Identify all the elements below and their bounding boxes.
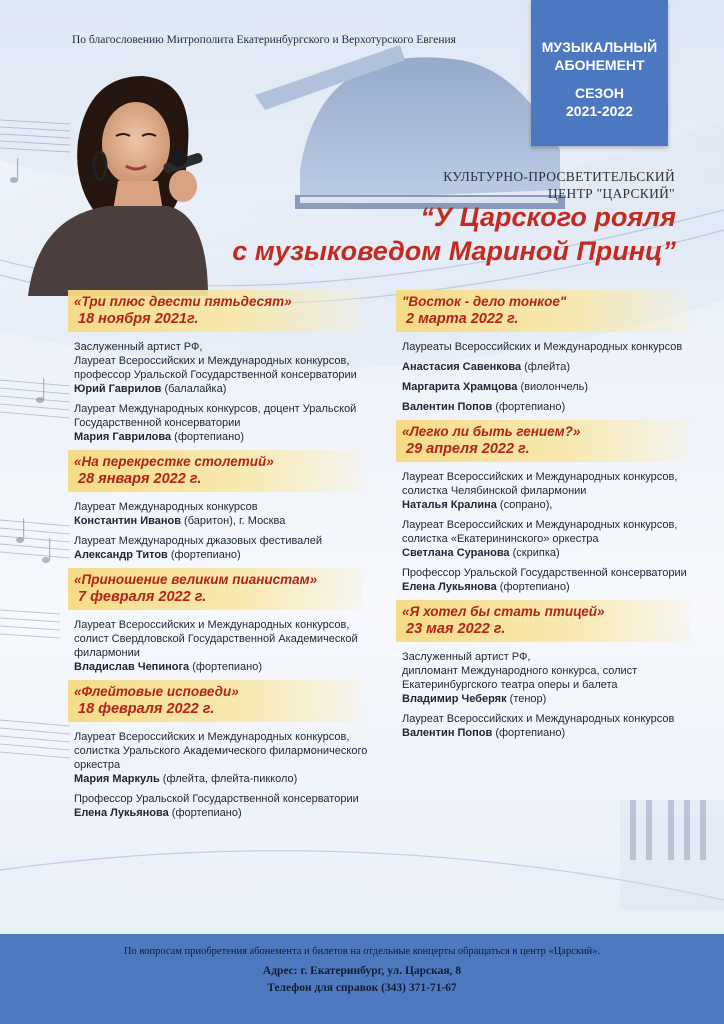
concert-title: «Приношение великим пианистам»	[74, 572, 318, 587]
performer-line	[402, 498, 696, 512]
performer-name: Елена Лукьянова	[74, 807, 169, 819]
concert-date: 23 мая 2022 г.	[406, 621, 506, 637]
performer-instrument: (флейта, флейта-пикколо)	[159, 773, 298, 785]
program-title-line-1: “У Царского рояля	[420, 202, 676, 232]
performer-instrument: (скрипка)	[509, 547, 560, 559]
footer-address: Адрес: г. Екатеринбург, ул. Царская, 8	[262, 965, 462, 977]
performer-block	[402, 400, 696, 414]
performer-instrument: (фортепиано)	[167, 549, 241, 561]
footer-ticket-info: По вопросам приобретения абонемента и билетов на отдельные концерты обращаться в центр «Царский».	[123, 946, 601, 957]
performer-block	[74, 792, 368, 820]
performer-name: Александр Титов	[74, 549, 168, 561]
concert-title: "Восток - дело тонкое"	[402, 294, 567, 309]
concert-entry	[68, 568, 368, 674]
performer-line	[402, 400, 696, 414]
concert-header	[396, 290, 690, 332]
performer-instrument: (фортепиано)	[189, 661, 263, 673]
concert-date: 2 марта 2022 г.	[406, 311, 519, 327]
performer-instrument: (сопрано),	[496, 499, 553, 511]
performer-block	[402, 360, 696, 374]
performer-description: Заслуженный артист РФ, дипломант Международного конкурса, солист Екатеринбургского театра оперы и балета	[402, 651, 638, 691]
performer-name: Валентин Попов	[402, 401, 493, 413]
performer-line	[402, 726, 696, 740]
performer-description: Лауреат Всероссийских и Международных конкурсов, солист Свердловской Государственной Академической филармонии	[74, 619, 358, 659]
performer-line	[402, 380, 696, 394]
center-name-line-2: ЦЕНТР "ЦАРСКИЙ"	[547, 186, 675, 201]
concert-header	[396, 420, 690, 462]
piano-keys-decor	[620, 800, 724, 910]
performer-name: Валентин Попов	[402, 727, 493, 739]
performer-block	[402, 518, 696, 560]
performer-instrument: (флейта)	[521, 361, 570, 373]
performer-description: Лауреаты Всероссийских и Международных конкурсов	[402, 341, 683, 353]
performer-line	[402, 360, 696, 374]
performer-name: Маргарита Храмцова	[402, 381, 518, 393]
singer-photo	[18, 66, 208, 296]
concert-column-left	[68, 290, 368, 826]
performer-name: Светлана Суранова	[402, 547, 510, 559]
concert-date: 7 февраля 2022 г.	[78, 589, 207, 605]
performer-block	[402, 712, 696, 740]
performer-block	[74, 340, 368, 396]
concert-header	[68, 450, 362, 492]
performer-line	[74, 806, 368, 820]
cultural-center-name	[360, 168, 675, 202]
season-subscription-badge	[531, 0, 668, 146]
performer-description: Профессор Уральской Государственной консерватории	[402, 567, 687, 579]
concert-entry	[396, 290, 696, 414]
performer-name: Мария Гаврилова	[74, 431, 172, 443]
performer-block	[74, 500, 368, 528]
concert-date: 29 апреля 2022 г.	[406, 441, 530, 457]
performer-description: Лауреат Всероссийских и Международных конкурсов, солистка Уральского Академического филармонического оркестра	[74, 731, 368, 771]
performer-line	[74, 430, 368, 444]
performer-description: Заслуженный артист РФ, Лауреат Всероссийских и Международных конкурсов, профессор Уральской Государственной консерватории	[74, 341, 357, 381]
performer-line	[74, 548, 368, 562]
concert-entry	[396, 600, 696, 740]
performer-line	[402, 580, 696, 594]
performer-description: Лауреат Всероссийских и Международных конкурсов, солистка «Екатерининского» оркестра	[402, 519, 678, 545]
concert-date: 18 февраля 2022 г.	[78, 701, 215, 717]
concert-title: «Флейтовые исповеди»	[74, 684, 239, 699]
performer-line	[74, 660, 368, 674]
performer-name: Владислав Чепинога	[74, 661, 190, 673]
performer-block	[402, 470, 696, 512]
concert-column-right	[396, 290, 696, 746]
performer-name: Наталья Кралина	[402, 499, 497, 511]
performer-instrument: (тенор)	[506, 693, 547, 705]
performer-description: Лауреат Международных конкурсов	[74, 501, 258, 513]
program-title	[190, 200, 676, 268]
performer-name: Владимир Чеберяк	[402, 693, 507, 705]
performer-block	[402, 340, 696, 354]
badge-line-3: СЕЗОН	[574, 85, 625, 101]
concert-entry	[68, 680, 368, 820]
concert-entry	[68, 290, 368, 444]
concert-title: «Я хотел бы стать птицей»	[402, 604, 605, 619]
performer-description: Профессор Уральской Государственной консерватории	[74, 793, 359, 805]
concert-title: «На перекрестке столетий»	[74, 454, 274, 469]
concert-title: «Три плюс двести пятьдесят»	[74, 294, 292, 309]
performer-instrument: (виолончель)	[517, 381, 589, 393]
footer-contact	[0, 934, 724, 1024]
performer-description: Лауреат Международных джазовых фестивалей	[74, 535, 322, 547]
performer-instrument: (фортепиано)	[492, 727, 566, 739]
program-title-line-2: с музыковедом Мариной Принц”	[232, 236, 676, 266]
concert-header	[396, 600, 690, 642]
performer-block	[402, 380, 696, 394]
performer-block	[74, 534, 368, 562]
performer-description: Лауреат Всероссийских и Международных конкурсов, солистка Челябинской филармонии	[402, 471, 678, 497]
performer-instrument: (баритон), г. Москва	[180, 515, 286, 527]
performer-instrument: (фортепиано)	[168, 807, 242, 819]
badge-line-2: АБОНЕМЕНТ	[554, 57, 645, 73]
performer-name: Мария Маркуль	[74, 773, 160, 785]
concert-title: «Легко ли быть гением?»	[402, 424, 581, 439]
performer-block	[402, 650, 696, 706]
performer-line	[74, 772, 368, 786]
center-name-line-1: КУЛЬТУРНО-ПРОСВЕТИТЕЛЬСКИЙ	[443, 169, 675, 184]
performer-name: Юрий Гаврилов	[74, 383, 162, 395]
performer-line	[74, 514, 368, 528]
performer-block	[74, 730, 368, 786]
performer-line	[74, 382, 368, 396]
performer-instrument: (фортепиано)	[492, 401, 566, 413]
concert-header	[68, 290, 362, 332]
performer-instrument: (балалайка)	[161, 383, 227, 395]
performer-description: Лауреат Всероссийских и Международных конкурсов	[402, 713, 675, 725]
concert-header	[68, 568, 362, 610]
performer-name: Константин Иванов	[74, 515, 181, 527]
blessing-text: По благословению Митрополита Екатеринбургского и Верхотурского Евгения	[72, 34, 456, 46]
performer-instrument: (фортепиано)	[171, 431, 244, 443]
performer-name: Елена Лукьянова	[402, 581, 497, 593]
badge-line-1: МУЗЫКАЛЬНЫЙ	[541, 39, 658, 55]
footer-phone: Телефон для справок (343) 371-71-67	[267, 982, 457, 994]
concert-header	[68, 680, 362, 722]
performer-block	[74, 618, 368, 674]
badge-line-4: 2021-2022	[566, 103, 633, 119]
performer-block	[74, 402, 368, 444]
performer-name: Анастасия Савенкова	[402, 361, 522, 373]
performer-line	[402, 546, 696, 560]
concert-entry	[396, 420, 696, 594]
concert-entry	[68, 450, 368, 562]
concert-date: 28 января 2022 г.	[78, 471, 202, 487]
performer-line	[402, 692, 696, 706]
performer-description: Лауреат Международных конкурсов, доцент Уральской Государственной консерватории	[74, 403, 357, 429]
concert-date: 18 ноября 2021г.	[78, 311, 199, 327]
performer-instrument: (фортепиано)	[496, 581, 570, 593]
performer-block	[402, 566, 696, 594]
